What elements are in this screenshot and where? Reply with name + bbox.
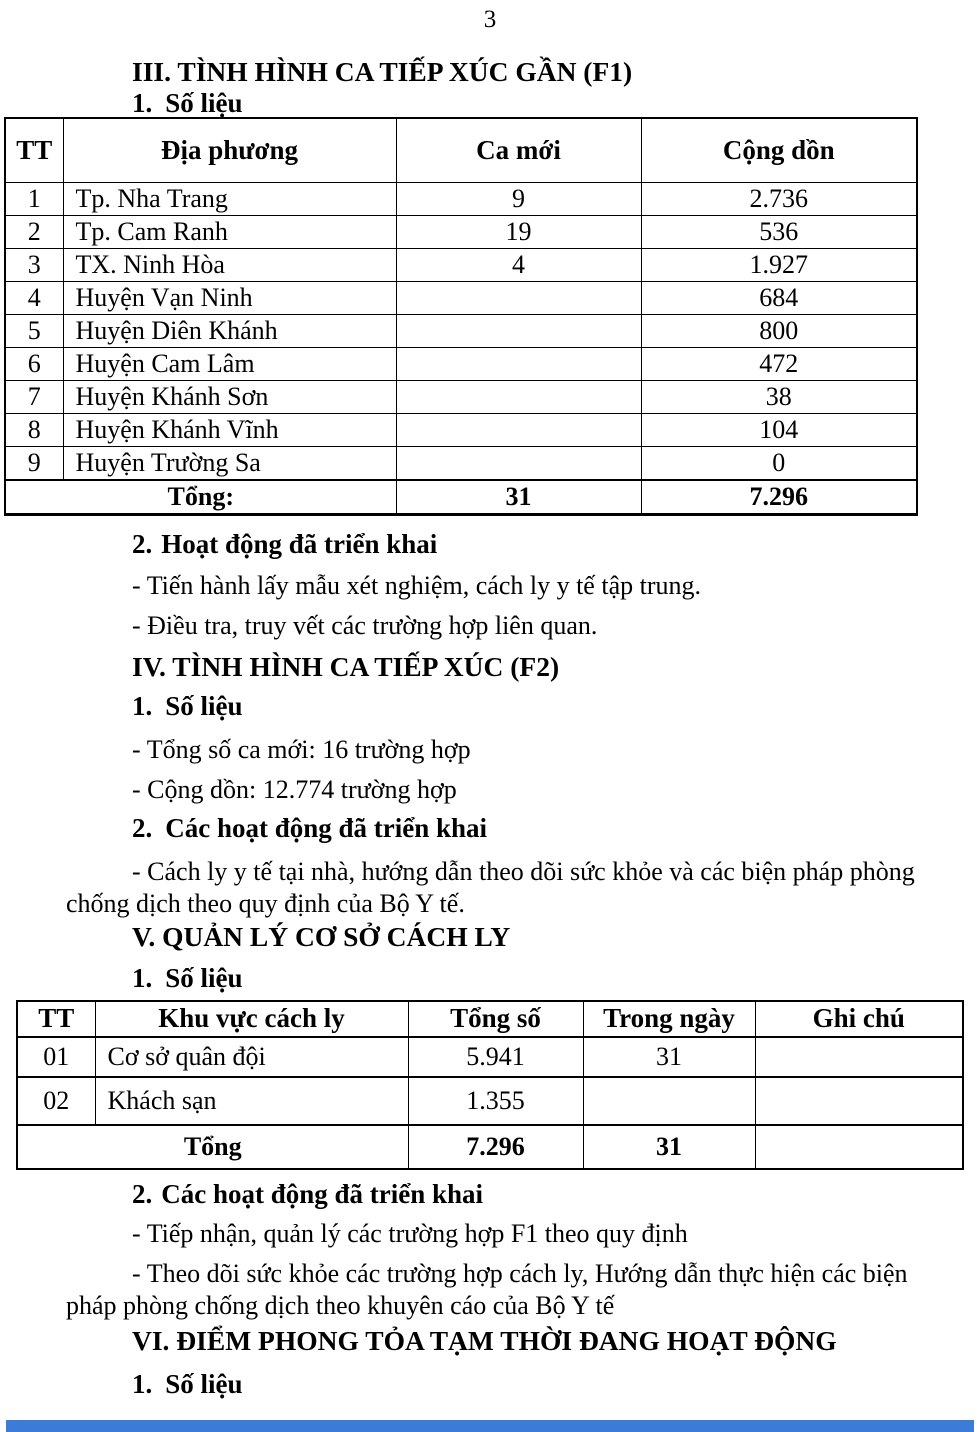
cell-locality: Huyện Diên Khánh <box>63 314 396 347</box>
total-new-cases: 31 <box>396 480 641 515</box>
f2-activities-heading <box>132 814 980 842</box>
cell-tt: 1 <box>5 182 63 215</box>
section-f1-heading: III. TÌNH HÌNH CA TIẾP XÚC GẦN (F1) <box>132 56 633 87</box>
cell-locality: Huyện Trường Sa <box>63 446 396 480</box>
total-today: 31 <box>583 1125 755 1169</box>
paragraph: - Cách ly y tế tại nhà, hướng dẫn theo dõi sức khỏe và các biện pháp phòng chống dịch theo quy định của Bộ Y tế. <box>66 856 915 918</box>
cell-zone: Khách sạn <box>95 1077 408 1125</box>
cell-cumulative: 2.736 <box>641 182 917 215</box>
cell-locality: Huyện Vạn Ninh <box>63 281 396 314</box>
cell-today <box>583 1077 755 1125</box>
column-header-tong-so: Tổng số <box>408 1001 583 1037</box>
cell-total: 1.355 <box>408 1077 583 1125</box>
table-row <box>5 182 917 215</box>
cell-cumulative: 104 <box>641 413 917 446</box>
cell-new-cases: 19 <box>396 215 641 248</box>
table-row <box>5 380 917 413</box>
f1-table <box>4 117 918 516</box>
column-header-dia-phuong: Địa phương <box>63 118 396 182</box>
cell-new-cases: 9 <box>396 182 641 215</box>
table-row <box>5 314 917 347</box>
cell-tt: 3 <box>5 248 63 281</box>
column-header-trong-ngay: Trong ngày <box>583 1001 755 1037</box>
cell-tt: 6 <box>5 347 63 380</box>
cell-note <box>755 1037 963 1077</box>
f1-activities-number: 2. <box>132 528 153 559</box>
cell-cumulative: 536 <box>641 215 917 248</box>
quarantine-so-lieu-number: 1. <box>132 962 153 993</box>
cell-new-cases <box>396 347 641 380</box>
quarantine-table <box>16 1000 964 1170</box>
quarantine-so-lieu-label: Số liệu <box>165 962 243 993</box>
cell-note <box>755 1077 963 1125</box>
quarantine-activities-number: 2. <box>132 1178 153 1209</box>
lockdown-so-lieu-heading <box>132 1370 980 1398</box>
bullet-line: - Cộng dồn: 12.774 trường hợp <box>132 774 457 804</box>
cell-cumulative: 1.927 <box>641 248 917 281</box>
table-row <box>5 347 917 380</box>
bullet-line: - Tổng số ca mới: 16 trường hợp <box>132 734 471 764</box>
table-row <box>5 215 917 248</box>
cell-locality: Tp. Cam Ranh <box>63 215 396 248</box>
cell-tt: 8 <box>5 413 63 446</box>
cell-locality: Huyện Cam Lâm <box>63 347 396 380</box>
cell-new-cases: 4 <box>396 248 641 281</box>
cell-locality: Huyện Khánh Sơn <box>63 380 396 413</box>
quarantine-activities-label: Các hoạt động đã triển khai <box>161 1178 484 1209</box>
cell-locality: Tp. Nha Trang <box>63 182 396 215</box>
cell-zone: Cơ sở quân đội <box>95 1037 408 1077</box>
table-row <box>5 281 917 314</box>
section-lockdown-heading: VI. ĐIỂM PHONG TỎA TẠM THỜI ĐANG HOẠT ĐỘNG <box>132 1324 837 1356</box>
column-header-tt: TT <box>5 118 63 182</box>
cell-tt: 01 <box>17 1037 95 1077</box>
total-note <box>755 1125 963 1169</box>
f1-activities-heading <box>132 530 980 558</box>
column-header-ghi-chu: Ghi chú <box>755 1001 963 1037</box>
cell-new-cases <box>396 380 641 413</box>
bullet-line: - Tiến hành lấy mẫu xét nghiệm, cách ly y tế tập trung. <box>132 570 701 600</box>
lockdown-so-lieu-number: 1. <box>132 1368 153 1399</box>
cell-tt: 2 <box>5 215 63 248</box>
cell-cumulative: 38 <box>641 380 917 413</box>
section-quarantine-heading: V. QUẢN LÝ CƠ SỞ CÁCH LY <box>132 920 511 952</box>
cell-tt: 9 <box>5 446 63 480</box>
table-row <box>5 248 917 281</box>
quarantine-activities-heading <box>132 1180 980 1208</box>
column-header-tt: TT <box>17 1001 95 1037</box>
f1-table-total-row <box>5 480 917 515</box>
paragraph: - Theo dõi sức khỏe các trường hợp cách ly, Hướng dẫn thực hiện các biện pháp phòng chống dịch theo khuyên cáo của Bộ Y tế <box>66 1258 908 1320</box>
total-cumulative: 7.296 <box>641 480 917 515</box>
bullet-line: - Tiếp nhận, quản lý các trường hợp F1 theo quy định <box>132 1218 688 1248</box>
cell-cumulative: 684 <box>641 281 917 314</box>
cell-tt: 02 <box>17 1077 95 1125</box>
f2-so-lieu-label: Số liệu <box>165 690 243 721</box>
table-row <box>5 413 917 446</box>
total-label: Tổng <box>17 1125 408 1169</box>
table-row <box>5 446 917 480</box>
column-header-khu-vuc: Khu vực cách ly <box>95 1001 408 1037</box>
cell-new-cases <box>396 413 641 446</box>
column-header-ca-moi: Ca mới <box>396 118 641 182</box>
cell-new-cases <box>396 314 641 347</box>
f1-so-lieu-label: Số liệu <box>165 88 243 118</box>
cell-cumulative: 472 <box>641 347 917 380</box>
f2-so-lieu-number: 1. <box>132 690 153 721</box>
table-row <box>17 1077 963 1125</box>
cell-tt: 4 <box>5 281 63 314</box>
quarantine-table-header-row <box>17 1001 963 1037</box>
f2-activities-label: Các hoạt động đã triển khai <box>165 812 488 843</box>
cell-today: 31 <box>583 1037 755 1077</box>
f1-table-header-row <box>5 118 917 182</box>
f1-activities-label: Hoạt động đã triển khai <box>161 528 438 559</box>
total-label: Tổng: <box>5 480 396 515</box>
quarantine-table-total-row <box>17 1125 963 1169</box>
table-row <box>17 1037 963 1077</box>
total-sum: 7.296 <box>408 1125 583 1169</box>
section-f2-heading: IV. TÌNH HÌNH CA TIẾP XÚC (F2) <box>132 650 560 682</box>
cell-locality: TX. Ninh Hòa <box>63 248 396 281</box>
cell-tt: 7 <box>5 380 63 413</box>
quarantine-so-lieu-heading <box>132 964 980 992</box>
f2-so-lieu-heading <box>132 692 980 720</box>
cell-tt: 5 <box>5 314 63 347</box>
cell-locality: Huyện Khánh Vĩnh <box>63 413 396 446</box>
lockdown-so-lieu-label: Số liệu <box>165 1368 243 1399</box>
column-header-cong-don: Cộng dồn <box>641 118 917 182</box>
cell-total: 5.941 <box>408 1037 583 1077</box>
f2-activities-number: 2. <box>132 812 153 843</box>
cell-cumulative: 0 <box>641 446 917 480</box>
f1-so-lieu-number: 1. <box>132 88 153 118</box>
cell-new-cases <box>396 446 641 480</box>
cell-new-cases <box>396 281 641 314</box>
bullet-line: - Điều tra, truy vết các trường hợp liên quan. <box>132 610 598 640</box>
page-number: 3 <box>483 6 497 33</box>
f1-so-lieu-heading <box>132 89 980 117</box>
clipped-table-header-bar <box>6 1420 974 1432</box>
cell-cumulative: 800 <box>641 314 917 347</box>
